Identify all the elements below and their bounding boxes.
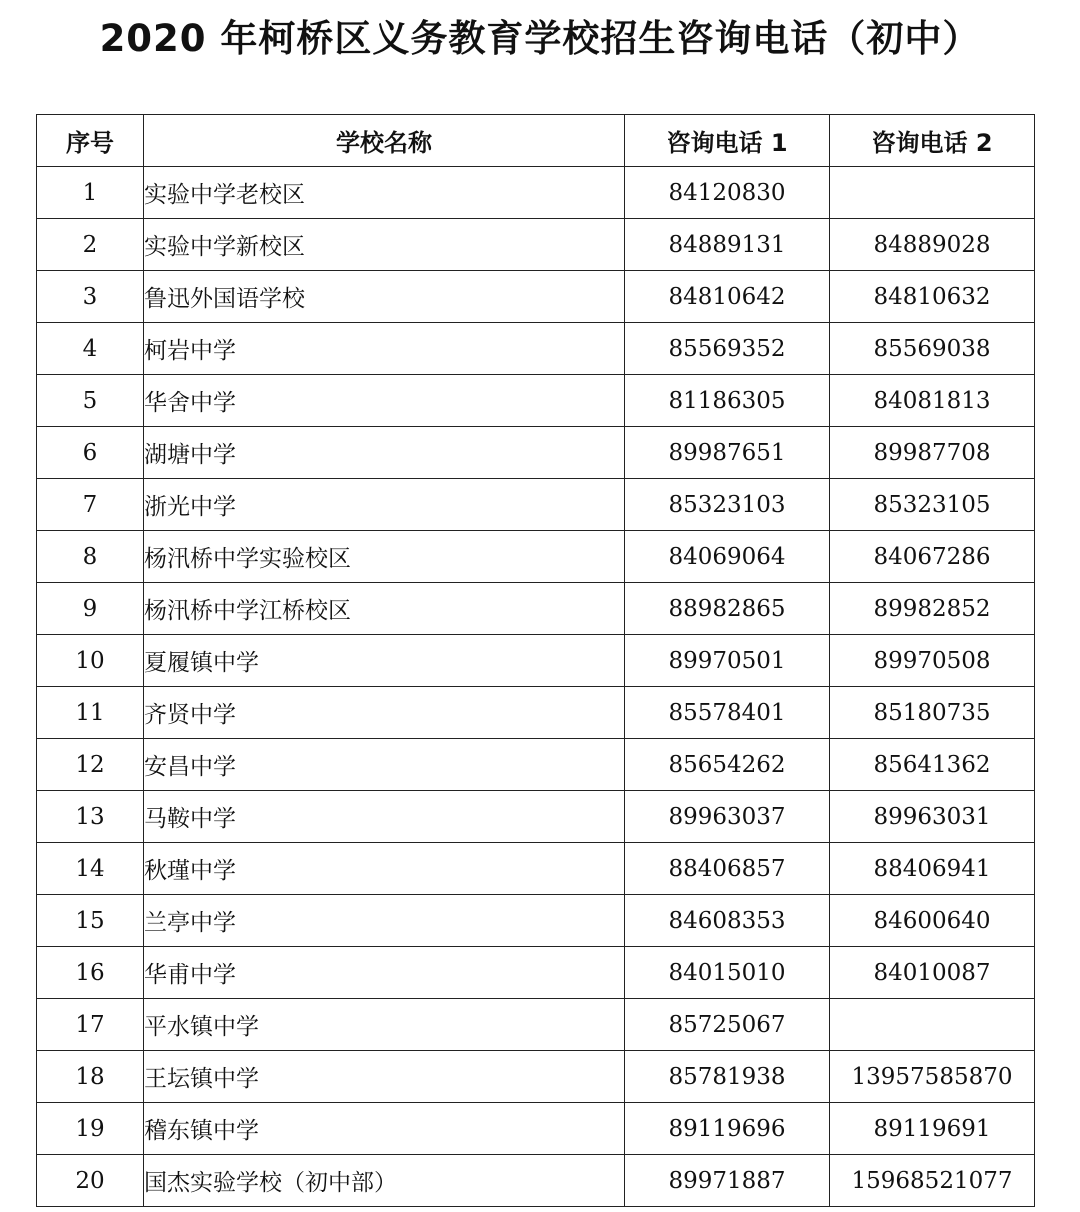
cell-school-name: 实验中学新校区: [144, 219, 625, 271]
cell-phone-1: 89971887: [625, 1155, 830, 1207]
cell-phone-2: 89119691: [830, 1103, 1035, 1155]
table-row: [37, 1103, 1035, 1155]
cell-phone-1: 85725067: [625, 999, 830, 1051]
cell-phone-2: 89987708: [830, 427, 1035, 479]
cell-phone-1: 89970501: [625, 635, 830, 687]
cell-serial-number: 7: [37, 479, 144, 531]
cell-serial-number: 16: [37, 947, 144, 999]
cell-phone-2: 88406941: [830, 843, 1035, 895]
cell-school-name: 湖塘中学: [144, 427, 625, 479]
cell-serial-number: 14: [37, 843, 144, 895]
cell-phone-1: 88982865: [625, 583, 830, 635]
cell-school-name: 国杰实验学校（初中部）: [144, 1155, 625, 1207]
header-phone-2: 咨询电话 2: [830, 115, 1035, 167]
table-row: [37, 219, 1035, 271]
cell-phone-2: 13957585870: [830, 1051, 1035, 1103]
table-row: [37, 271, 1035, 323]
cell-phone-2: 84600640: [830, 895, 1035, 947]
cell-phone-2: 89982852: [830, 583, 1035, 635]
table-row: [37, 583, 1035, 635]
cell-serial-number: 12: [37, 739, 144, 791]
cell-phone-1: 84120830: [625, 167, 830, 219]
table-row: [37, 323, 1035, 375]
cell-phone-1: 84069064: [625, 531, 830, 583]
table-row: [37, 947, 1035, 999]
table-row: [37, 375, 1035, 427]
cell-serial-number: 13: [37, 791, 144, 843]
cell-phone-2: 89963031: [830, 791, 1035, 843]
cell-serial-number: 11: [37, 687, 144, 739]
cell-school-name: 华甫中学: [144, 947, 625, 999]
cell-phone-2: 84810632: [830, 271, 1035, 323]
cell-phone-2: 84067286: [830, 531, 1035, 583]
cell-phone-1: 85578401: [625, 687, 830, 739]
cell-serial-number: 8: [37, 531, 144, 583]
cell-school-name: 杨汛桥中学实验校区: [144, 531, 625, 583]
cell-serial-number: 4: [37, 323, 144, 375]
cell-school-name: 兰亭中学: [144, 895, 625, 947]
cell-phone-2: 15968521077: [830, 1155, 1035, 1207]
cell-phone-1: 85569352: [625, 323, 830, 375]
cell-phone-1: 84015010: [625, 947, 830, 999]
cell-phone-1: 81186305: [625, 375, 830, 427]
table-row: [37, 1051, 1035, 1103]
cell-phone-1: 84810642: [625, 271, 830, 323]
cell-school-name: 马鞍中学: [144, 791, 625, 843]
cell-school-name: 浙光中学: [144, 479, 625, 531]
table-row: [37, 999, 1035, 1051]
cell-serial-number: 6: [37, 427, 144, 479]
cell-phone-1: 88406857: [625, 843, 830, 895]
table-row: [37, 791, 1035, 843]
cell-serial-number: 10: [37, 635, 144, 687]
cell-phone-2: 85569038: [830, 323, 1035, 375]
cell-phone-1: 85654262: [625, 739, 830, 791]
cell-school-name: 夏履镇中学: [144, 635, 625, 687]
page-title: 2020 年柯桥区义务教育学校招生咨询电话（初中）: [99, 17, 981, 60]
header-phone-1: 咨询电话 1: [625, 115, 830, 167]
cell-serial-number: 20: [37, 1155, 144, 1207]
cell-school-name: 实验中学老校区: [144, 167, 625, 219]
cell-serial-number: 19: [37, 1103, 144, 1155]
cell-school-name: 秋瑾中学: [144, 843, 625, 895]
table-row: [37, 895, 1035, 947]
cell-school-name: 王坛镇中学: [144, 1051, 625, 1103]
cell-serial-number: 17: [37, 999, 144, 1051]
phone-table: [36, 114, 1035, 1207]
table-row: [37, 167, 1035, 219]
cell-phone-2: 84081813: [830, 375, 1035, 427]
table-row: [37, 427, 1035, 479]
cell-school-name: 齐贤中学: [144, 687, 625, 739]
cell-school-name: 华舍中学: [144, 375, 625, 427]
header-school-name: 学校名称: [144, 115, 625, 167]
header-serial-number: 序号: [37, 115, 144, 167]
cell-school-name: 稽东镇中学: [144, 1103, 625, 1155]
cell-phone-1: 84608353: [625, 895, 830, 947]
cell-school-name: 杨汛桥中学江桥校区: [144, 583, 625, 635]
cell-phone-2: 85323105: [830, 479, 1035, 531]
table-row: [37, 479, 1035, 531]
cell-phone-1: 89987651: [625, 427, 830, 479]
cell-serial-number: 1: [37, 167, 144, 219]
cell-school-name: 安昌中学: [144, 739, 625, 791]
cell-phone-2: 84889028: [830, 219, 1035, 271]
table-row: [37, 687, 1035, 739]
table-row: [37, 531, 1035, 583]
cell-phone-1: 85323103: [625, 479, 830, 531]
cell-phone-2: 89970508: [830, 635, 1035, 687]
cell-phone-1: 85781938: [625, 1051, 830, 1103]
cell-phone-2: [830, 999, 1035, 1051]
cell-school-name: 平水镇中学: [144, 999, 625, 1051]
table-row: [37, 1155, 1035, 1207]
cell-serial-number: 18: [37, 1051, 144, 1103]
table-row: [37, 635, 1035, 687]
cell-phone-2: 85180735: [830, 687, 1035, 739]
table-row: [37, 739, 1035, 791]
cell-phone-1: 89119696: [625, 1103, 830, 1155]
cell-serial-number: 9: [37, 583, 144, 635]
cell-phone-2: 84010087: [830, 947, 1035, 999]
cell-serial-number: 2: [37, 219, 144, 271]
cell-phone-1: 84889131: [625, 219, 830, 271]
cell-school-name: 柯岩中学: [144, 323, 625, 375]
table-header-row: [37, 115, 1035, 167]
cell-phone-2: [830, 167, 1035, 219]
cell-serial-number: 3: [37, 271, 144, 323]
cell-phone-2: 85641362: [830, 739, 1035, 791]
cell-school-name: 鲁迅外国语学校: [144, 271, 625, 323]
cell-phone-1: 89963037: [625, 791, 830, 843]
table-row: [37, 843, 1035, 895]
cell-serial-number: 15: [37, 895, 144, 947]
cell-serial-number: 5: [37, 375, 144, 427]
